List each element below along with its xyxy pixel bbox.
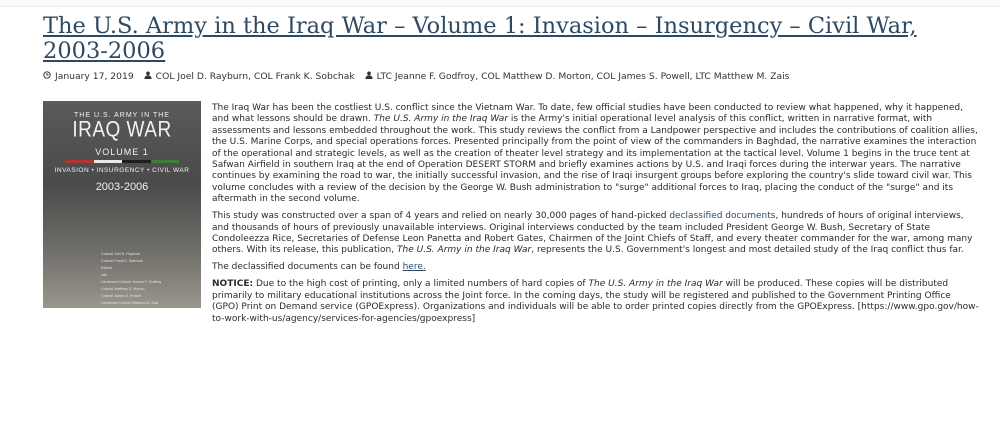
author-group-2 xyxy=(365,71,790,82)
cover-credit-line: Lieutenant Colonel Matthew M. Zais xyxy=(101,301,159,305)
paragraph-notice: NOTICE: Due to the high cost of printing, only a limited numbers of hard copies of The U.S. Army in the Iraq War will be produced. These copies will be distributed primarily to military educational institutions across the Joint force. In the coming days, the study will be registered and published to the Government Printing Office (GPO) Print on Demand service (GPOExpress). Organizations and individuals will be able to order printed copies directly from the GPOExpress. [https://www.gpo.gov/how-to-work-with-us/agency/services-for-agencies/gpoexpress] xyxy=(212,279,979,324)
post-meta xyxy=(43,71,799,82)
paragraph-documents: The declassified documents can be found here. xyxy=(212,262,426,273)
cover-credit-line: Lieutenant Colonel Jeanne F. Godfroy xyxy=(101,280,162,284)
post-date xyxy=(43,71,134,82)
cover-line-1: THE U.S. ARMY IN THE xyxy=(74,112,170,119)
cover-color-stripe xyxy=(65,160,179,163)
book-title-italic: The U.S. Army in the Iraq War xyxy=(588,279,723,290)
user-icon xyxy=(365,71,373,82)
book-title-italic: The U.S. Army in the Iraq War xyxy=(373,114,509,125)
paragraph-intro: The Iraq War has been the costliest U.S. conflict since the Vietnam War. To date, few official studies have been conducted to review what happened, why it happened, and what lessons should be drawn. The U.S. Army in the Iraq War is the Army's initial operational level analysis of this conflict, written in narrative format, with assessments and lessons embedded throughout the work. This study reviews the conflict from a Landpower perspective and includes the contributions of coalition allies, the U.S. Marine Corps, and special operations forces. Presented principally from the point of view of the commanders in Baghdad, the narrative examines the interaction of the operational and strategic levels, as well as the creation of theater level strategy and its implementation at the tactical level. Volume 1 begins in the truce tent at Safwan Airfield in southern Iraq at the end of Operation DESERT STORM and briefly examines actions by U.S. and Iraqi forces during the interwar years. The narrative continues by examining the road to war, the initially successful invasion, and the rise of Iraqi insurgent groups before exploring the country's slide toward civil war. This volume concludes with a review of the decision by the George W. Bush administration to "surge" additional forces to Iraq, placing the conduct of the "surge" and its aftermath in the second volume. xyxy=(212,103,978,205)
stripe-segment xyxy=(94,160,123,163)
paragraph-study: This study was constructed over a span of 4 years and relied on nearly 30,000 pages of hand-picked declassified documents, hundreds of hours of original interviews, and thousands of hours of previously unavailable interviews. Original interviews conducted by the team included President George W. Bush, Secretary of State Condoleezza Rice, Secretaries of Defense Leon Panetta and Robert Gates, Chairmen of the Joint Chiefs of Staff, and every theater commander for the war, among many others. With its release, this publication, The U.S. Army in the Iraq War, represents the U.S. Government's longest and most detailed study of the Iraq conflict thus far. xyxy=(212,211,973,256)
cover-credits xyxy=(101,251,193,307)
cover-years: 2003-2006 xyxy=(95,181,149,193)
book-cover-image[interactable] xyxy=(43,101,201,308)
clock-icon xyxy=(43,71,51,82)
notice-label: NOTICE: xyxy=(212,279,254,290)
page-title xyxy=(43,14,973,64)
cover-title: IRAQ WAR xyxy=(72,118,172,143)
book-title-italic: The U.S. Army in the Iraq War xyxy=(396,245,532,256)
cover-credit-line: with xyxy=(101,273,108,277)
stripe-segment xyxy=(122,160,151,163)
cover-volume: VOLUME 1 xyxy=(95,147,149,157)
cover-credit-line: Colonel James S. Powell xyxy=(101,294,141,298)
cover-credit-line: Colonel Matthew D. Morton xyxy=(101,287,145,291)
article-body xyxy=(212,103,980,331)
date-text: January 17, 2019 xyxy=(55,71,134,82)
author-group-1 xyxy=(144,71,355,82)
user-icon xyxy=(144,71,152,82)
cover-credit-line: Editors xyxy=(101,266,113,270)
title-link[interactable]: The U.S. Army in the Iraq War – Volume 1: Invasion – Insurgency – Civil War, 2003-2006 xyxy=(43,13,917,64)
cover-credit-line: Colonel Frank K. Sobchak xyxy=(101,259,143,263)
stripe-segment xyxy=(151,160,180,163)
authors-text-1: COL Joel D. Rayburn, COL Frank K. Sobchak xyxy=(155,71,355,82)
cover-credit-line: Colonel Joel D. Rayburn xyxy=(101,252,140,256)
top-bar xyxy=(0,0,1000,7)
stripe-segment xyxy=(65,160,94,163)
declassified-documents-link[interactable]: declassified documents xyxy=(669,211,776,222)
authors-text-2: LTC Jeanne F. Godfroy, COL Matthew D. Morton, COL James S. Powell, LTC Matthew M. Zais xyxy=(376,71,790,82)
here-link[interactable]: here. xyxy=(402,262,426,273)
cover-subtitle: INVASION • INSURGENCY • CIVIL WAR xyxy=(54,167,190,174)
